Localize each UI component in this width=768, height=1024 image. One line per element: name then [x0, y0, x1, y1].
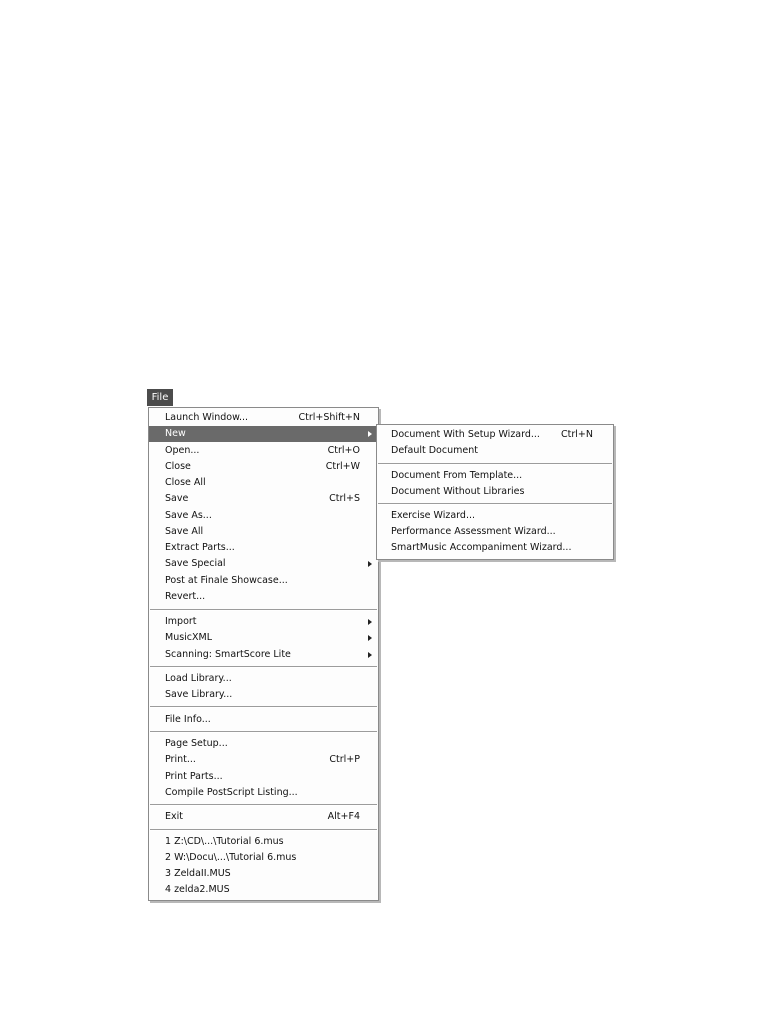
menu-item-launch-window[interactable]: [149, 410, 378, 426]
menu-item-shortcut: Ctrl+O: [327, 445, 360, 456]
menu-item-close-all[interactable]: [149, 475, 378, 491]
file-menu: [148, 407, 379, 901]
menu-separator: [150, 804, 377, 806]
menu-item-label: Exercise Wizard...: [391, 510, 476, 521]
menu-item-shortcut: Alt+F4: [327, 811, 360, 822]
menu-item-print[interactable]: [149, 752, 378, 768]
menu-item-label: 3 ZeldaII.MUS: [165, 868, 231, 879]
menu-item-label: Save Special: [165, 558, 226, 569]
menu-item-label: Document From Template...: [391, 470, 523, 481]
menu-item-extract-parts[interactable]: [149, 540, 378, 556]
menu-item-shortcut: Ctrl+N: [561, 429, 593, 440]
menu-item-import[interactable]: [149, 614, 378, 630]
menu-item-label: File Info...: [165, 714, 211, 725]
menu-item-label: 1 Z:\CD\...\Tutorial 6.mus: [165, 836, 284, 847]
menu-item-label: Save As...: [165, 510, 212, 521]
menu-item-shortcut: Ctrl+W: [325, 461, 360, 472]
submenu-arrow-icon: [368, 652, 372, 658]
submenu-arrow-icon: [368, 635, 372, 641]
menu-item-print-parts[interactable]: [149, 769, 378, 785]
submenu-arrow-icon: [368, 619, 372, 625]
menu-item-label: Performance Assessment Wizard...: [391, 526, 556, 537]
menu-item-open[interactable]: [149, 443, 378, 459]
menu-separator: [150, 666, 377, 668]
menu-item-revert[interactable]: [149, 589, 378, 605]
menu-item-label: Document Without Libraries: [391, 486, 525, 497]
menu-item-shortcut: Ctrl+Shift+N: [298, 412, 360, 423]
file-menu-title[interactable]: File: [147, 389, 173, 406]
menu-item-post-at-finale-showcase[interactable]: [149, 573, 378, 589]
menu-item-file-info[interactable]: [149, 712, 378, 728]
menu-separator: [378, 463, 612, 465]
menu-item-save-library[interactable]: [149, 687, 378, 703]
submenu-arrow-icon: [368, 561, 372, 567]
menu-item-exercise-wizard[interactable]: [377, 508, 613, 524]
menu-item-label: Compile PostScript Listing...: [165, 787, 298, 798]
menu-item-save-all[interactable]: [149, 524, 378, 540]
menu-item-close[interactable]: [149, 459, 378, 475]
menu-item-document-with-setup-wizard[interactable]: [377, 427, 613, 443]
menu-separator: [150, 609, 377, 611]
menu-item-label: Revert...: [165, 591, 206, 602]
menu-item-label: Post at Finale Showcase...: [165, 575, 288, 586]
menu-item-label: Save Library...: [165, 689, 233, 700]
menu-item-recent-file-4[interactable]: [149, 882, 378, 898]
menu-item-label: Scanning: SmartScore Lite: [165, 649, 291, 660]
menu-item-label: Page Setup...: [165, 738, 228, 749]
menu-item-label: Load Library...: [165, 673, 232, 684]
menu-item-save-as[interactable]: [149, 508, 378, 524]
menu-item-save[interactable]: [149, 491, 378, 507]
menu-item-compile-postscript-listing[interactable]: [149, 785, 378, 801]
menu-item-label: Print Parts...: [165, 771, 223, 782]
menu-item-label: 4 zelda2.MUS: [165, 884, 230, 895]
menu-item-load-library[interactable]: [149, 671, 378, 687]
menu-separator: [378, 503, 612, 505]
menu-separator: [150, 731, 377, 733]
menu-item-page-setup[interactable]: [149, 736, 378, 752]
menu-item-document-from-template[interactable]: [377, 468, 613, 484]
menu-item-label: Print...: [165, 754, 196, 765]
submenu-arrow-icon: [368, 431, 372, 437]
menu-item-smartmusic-accompaniment-wizard[interactable]: [377, 540, 613, 556]
new-submenu: [376, 424, 614, 560]
menu-item-label: Exit: [165, 811, 183, 822]
menu-item-recent-file-2[interactable]: [149, 850, 378, 866]
menu-item-label: 2 W:\Docu\...\Tutorial 6.mus: [165, 852, 297, 863]
menu-item-scanning-smartscore-lite[interactable]: [149, 647, 378, 663]
menu-separator: [150, 829, 377, 831]
menu-item-label: New: [165, 428, 186, 439]
menu-item-shortcut: Ctrl+S: [329, 493, 360, 504]
menu-item-default-document[interactable]: [377, 443, 613, 459]
menu-item-label: Save All: [165, 526, 204, 537]
menu-item-label: Close: [165, 461, 191, 472]
menu-item-document-without-libraries[interactable]: [377, 484, 613, 500]
menu-item-label: Launch Window...: [165, 412, 249, 423]
menu-item-label: Open...: [165, 445, 200, 456]
menu-item-recent-file-3[interactable]: [149, 866, 378, 882]
menu-item-label: Save: [165, 493, 189, 504]
menu-item-exit[interactable]: [149, 809, 378, 825]
menu-item-new[interactable]: [149, 426, 378, 442]
menu-item-label: Extract Parts...: [165, 542, 235, 553]
menu-item-shortcut: Ctrl+P: [329, 754, 360, 765]
menu-item-label: MusicXML: [165, 632, 213, 643]
menu-item-label: Import: [165, 616, 197, 627]
menu-separator: [150, 706, 377, 708]
menu-item-label: SmartMusic Accompaniment Wizard...: [391, 542, 572, 553]
menu-item-label: Document With Setup Wizard...: [391, 429, 540, 440]
menu-item-save-special[interactable]: [149, 556, 378, 572]
menu-item-label: Close All: [165, 477, 206, 488]
menu-item-recent-file-1[interactable]: [149, 834, 378, 850]
menu-item-performance-assessment-wizard[interactable]: [377, 524, 613, 540]
menu-item-musicxml[interactable]: [149, 630, 378, 646]
menu-item-label: Default Document: [391, 445, 478, 456]
